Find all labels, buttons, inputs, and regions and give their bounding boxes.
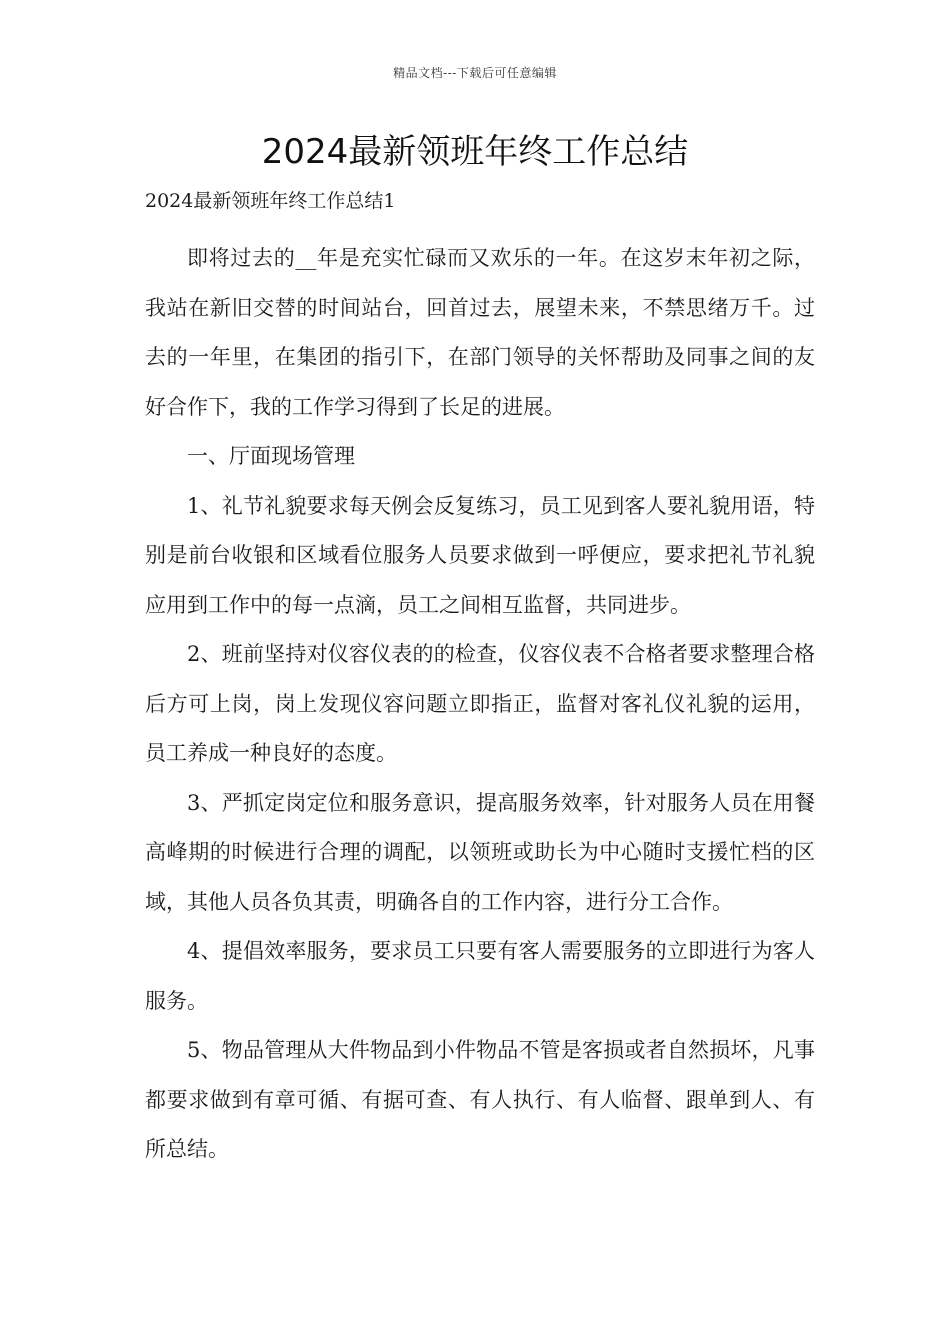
paragraph-item-1: 1、礼节礼貌要求每天例会反复练习，员工见到客人要礼貌用语，特别是前台收银和区域看位服务人员要求做到一呼便应，要求把礼节礼貌应用到工作中的每一点滴，员工之间相互监督，共同进步。 xyxy=(145,493,815,617)
paragraph-item-5: 5、物品管理从大件物品到小件物品不管是客损或者自然损坏，凡事都要求做到有章可循、有据可查、有人执行、有人临督、跟单到人、有所总结。 xyxy=(145,1038,815,1161)
paragraph-item-3: 3、严抓定岗定位和服务意识，提高服务效率，针对服务人员在用餐高峰期的时候进行合理的调配，以领班或助长为中心随时支援忙档的区域，其他人员各负其责，明确各自的工作内容，进行分工合作。 xyxy=(145,790,815,914)
section-heading-hall-management: 一、厅面现场管理 xyxy=(187,444,355,468)
header-note: 精品文档---下载后可任意编辑 xyxy=(393,66,557,80)
document-title: 2024最新领班年终工作总结 xyxy=(261,132,689,172)
paragraph-item-4: 4、提倡效率服务，要求员工只要有客人需要服务的立即进行为客人服务。 xyxy=(145,939,815,1013)
section-subtitle: 2024最新领班年终工作总结1 xyxy=(145,190,396,212)
paragraph-intro: 即将过去的__年是充实忙碌而又欢乐的一年。在这岁末年初之际，我站在新旧交替的时间站台，回首过去，展望未来，不禁思绪万千。过去的一年里，在集团的指引下，在部门领导的关怀帮助及同事之间的友好合作下，我的工作学习得到了长足的进展。 xyxy=(145,246,815,419)
document-body xyxy=(145,188,815,1175)
paragraph-item-2: 2、班前坚持对仪容仪表的的检查，仪容仪表不合格者要求整理合格后方可上岗，岗上发现仪容问题立即指正，监督对客礼仪礼貌的运用，员工养成一种良好的态度。 xyxy=(145,642,815,765)
